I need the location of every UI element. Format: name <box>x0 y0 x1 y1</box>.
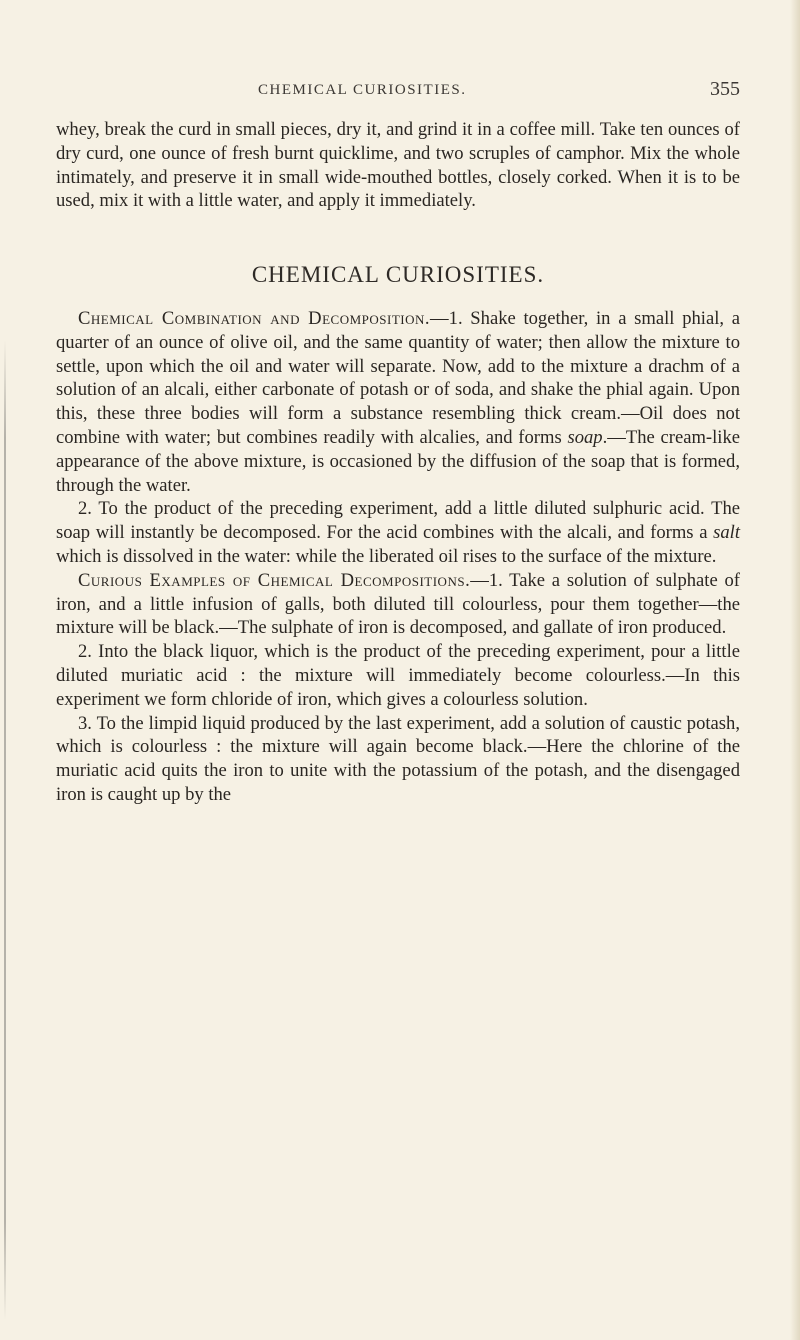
italic-term: soap <box>567 426 603 448</box>
page-header <box>0 78 800 106</box>
section-title: CHEMICAL CURIOSITIES. <box>251 262 545 288</box>
continuation-paragraph: whey, break the curd in small pieces, dry it, and grind it in a coffee mill. Take ten ounces of dry curd, one ounce of fresh burnt quicklime, and two scruples of camphor. Mix the whole intimately, and preserve it in small wide-mouthed bottles, closely corked. When it is to be used, mix it with a little water, and apply it immediately. <box>56 119 740 212</box>
paragraph-text: .—The cream-like appearance of the above mixture, is occasioned by the diffusion of the soap that is formed, through the water. <box>56 426 740 496</box>
paragraph-text: 2. To the product of the preceding experiment, add a little diluted sulphuric acid. The soap will instantly be decomposed. For the acid combines with the alcali, and forms a <box>56 498 740 544</box>
paragraph-text: which is dissolved in the water: while the liberated oil rises to the surface of the mixture. <box>56 545 717 567</box>
paragraph-combination <box>56 307 740 497</box>
page-number: 355 <box>710 78 740 100</box>
italic-term: salt <box>713 522 740 544</box>
running-head: CHEMICAL CURIOSITIES. <box>258 82 467 98</box>
page-edge-shadow <box>4 340 6 1320</box>
paragraph-text: —1. Take a solution of sulphate of iron, and a little infusion of galls, both diluted till colourless, pour them together—the mixture will be black.—The sulphate of iron is decomposed, and gallate of iron produced. <box>56 569 740 639</box>
paragraph-potash: 3. To the limpid liquid produced by the last experiment, add a solution of caustic potash, which is colourless : the mixture will again become black.—Here the chlorine of the muriatic acid quits the iron to unite with the potassium of the potash, and the disengaged iron is caught up by the <box>56 712 740 805</box>
paragraph-heading: Curious Examples of Chemical Decompositions. <box>78 569 471 591</box>
paragraph-muriatic: 2. Into the black liquor, which is the product of the preceding experiment, pour a little diluted muriatic acid : the mixture will immediately become colourless.—In this experiment we form chloride of iron, which gives a colourless solution. <box>56 641 740 710</box>
paragraph-text: —1. Shake together, in a small phial, a quarter of an ounce of olive oil, and the same quantity of water; then allow the mixture to settle, upon which the oil and water will separate. Now, add to the mixture a drachm of a solution of an alcali, either carbonate of potash or of soda, and shake the phial again. Upon this, these three bodies will form a substance resembling thick cream.—Oil does not combine with water; but combines readily with alcalies, and forms <box>56 307 740 448</box>
page-right-edge <box>790 0 800 1340</box>
paragraph-curious-examples <box>56 569 740 640</box>
text-column <box>56 118 740 807</box>
paragraph-decomposition <box>56 497 740 568</box>
paragraph-heading: Chemical Combination and Decomposition. <box>78 307 431 329</box>
